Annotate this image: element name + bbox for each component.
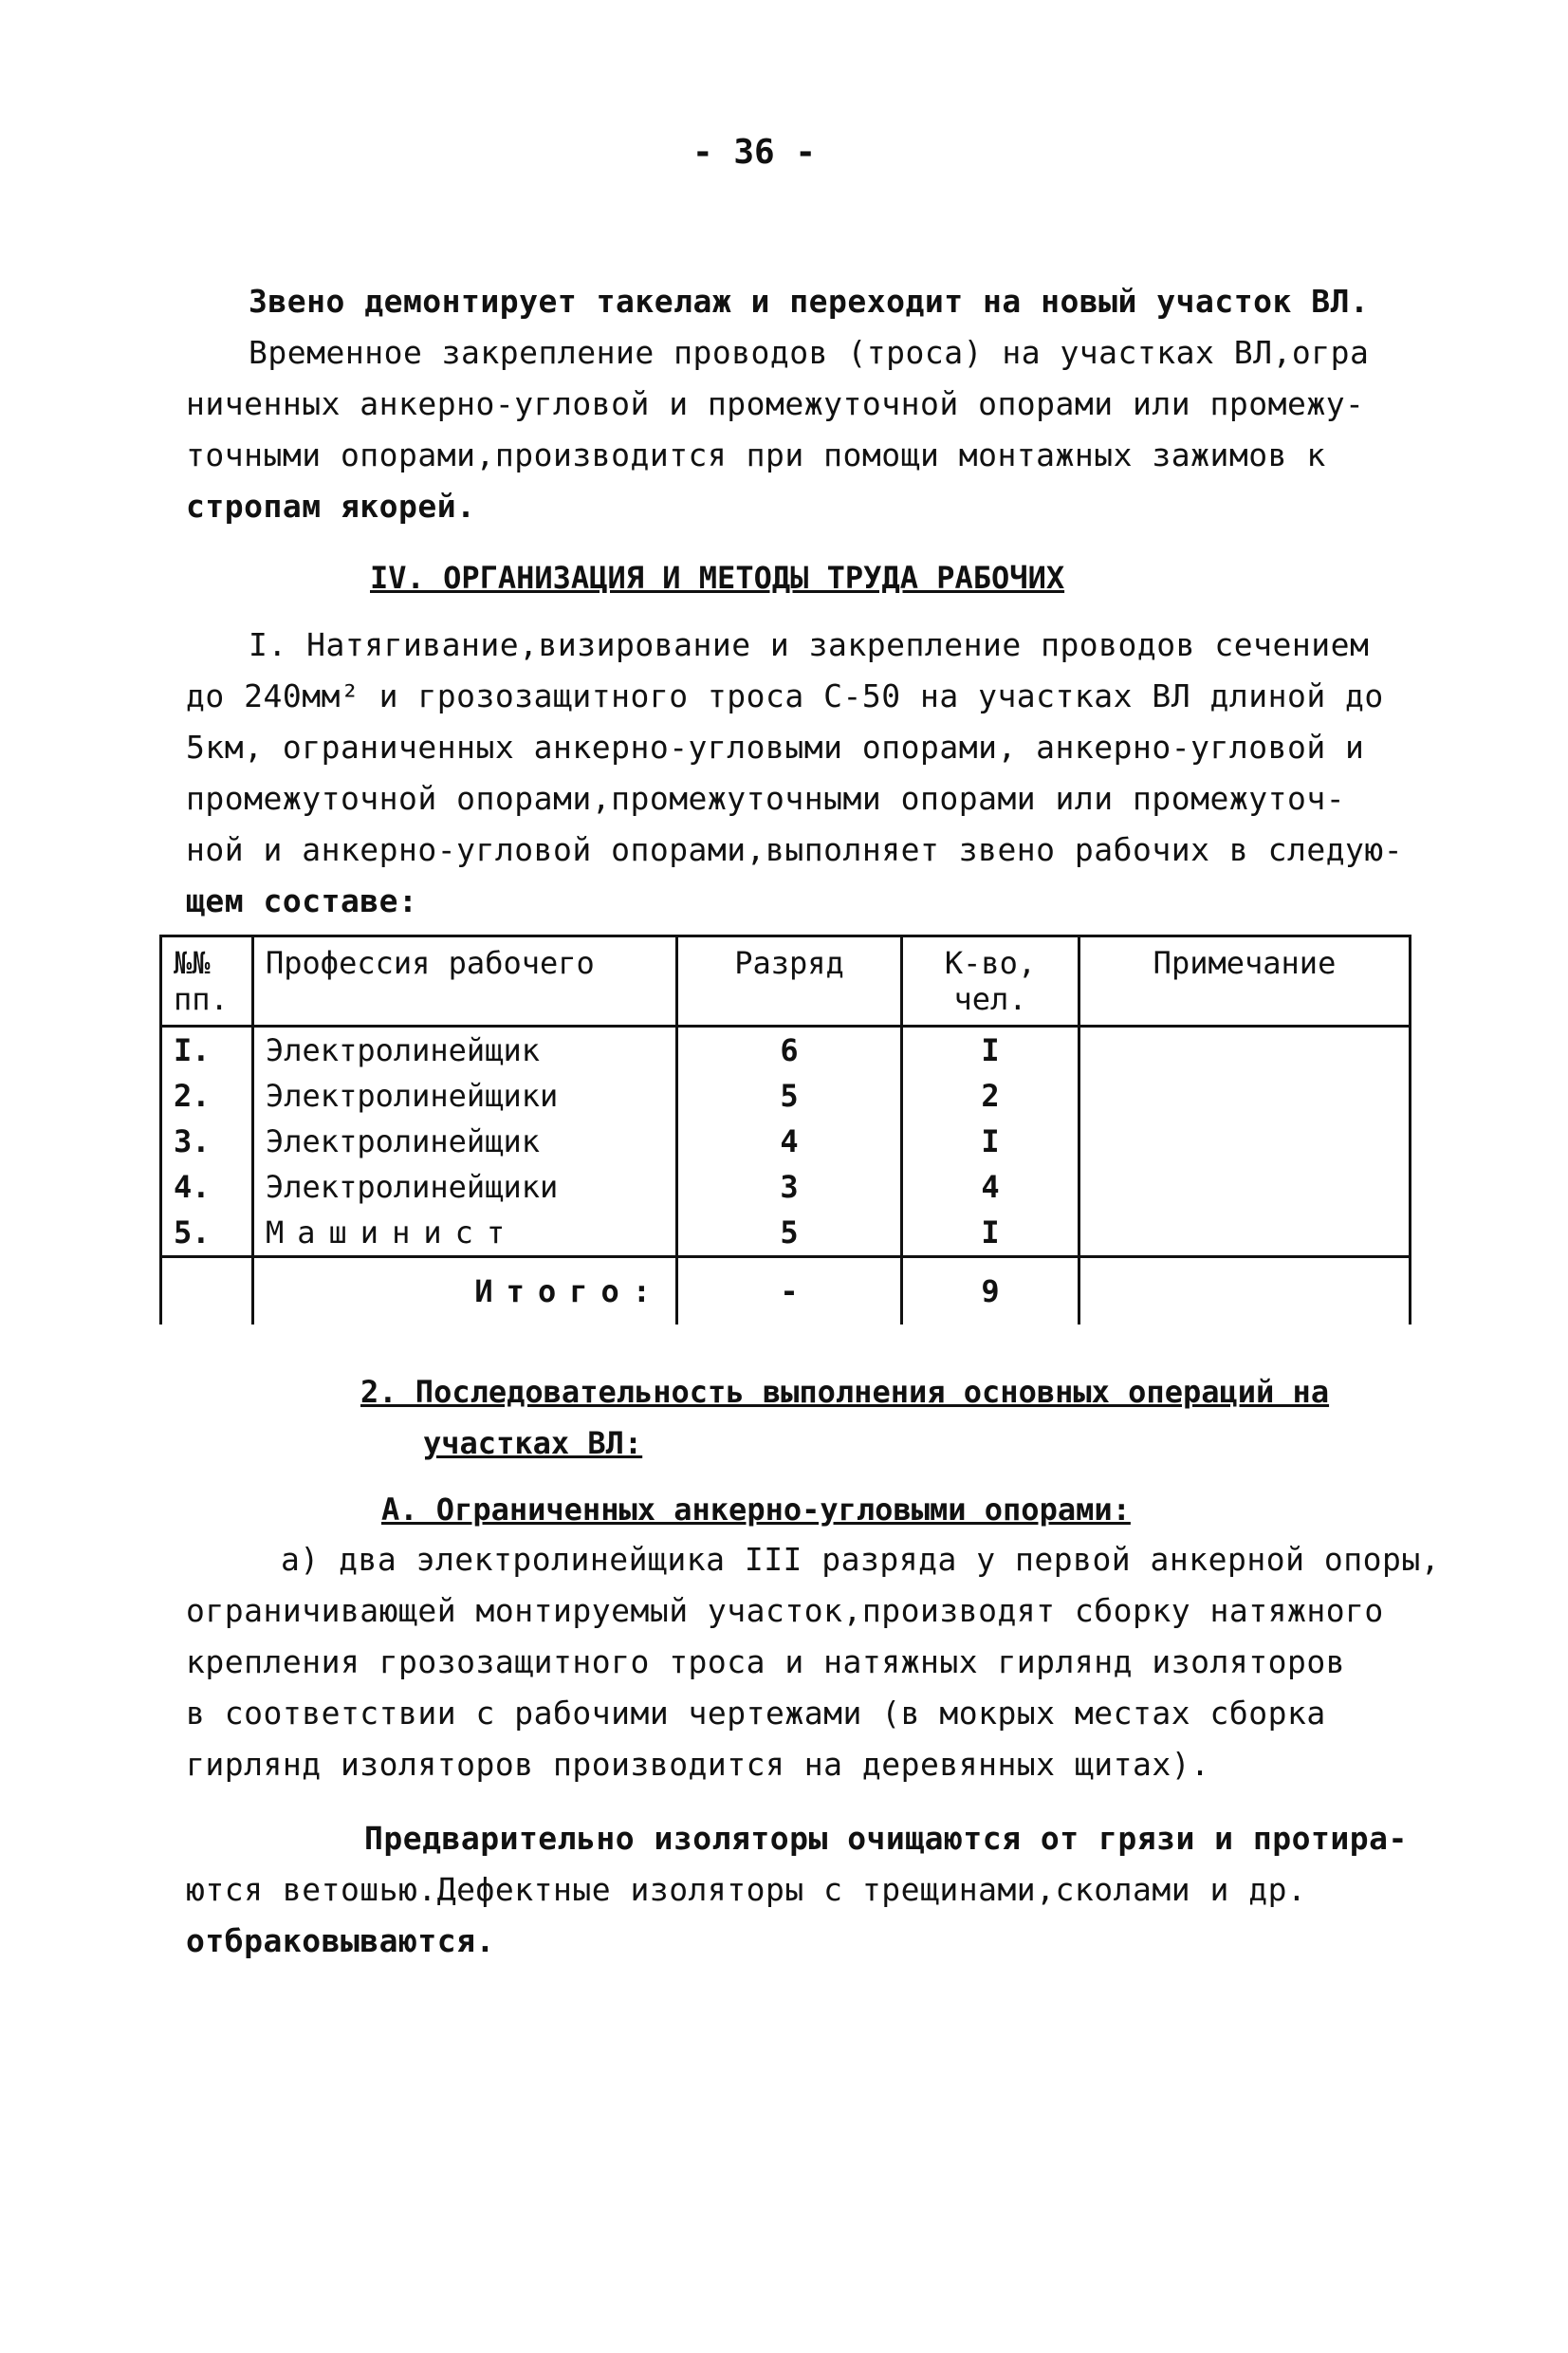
row-note bbox=[1079, 1119, 1411, 1164]
para-b-line-2: ются ветошью.Дефектные изоляторы с трещинами,сколами и др. bbox=[186, 1871, 1307, 1908]
para-a-line-1: а) два электролинейщика III разряда у первой анкерной опоры, bbox=[281, 1541, 1441, 1578]
row-grade: 3 bbox=[677, 1164, 902, 1210]
row-qty: I bbox=[902, 1027, 1079, 1074]
para-a-line-3: крепления грозозащитного троса и натяжных гирлянд изоляторов bbox=[186, 1643, 1346, 1680]
page-number: - 36 - bbox=[692, 133, 817, 172]
row-grade: 6 bbox=[677, 1027, 902, 1074]
para1-line-6: щем составе: bbox=[186, 882, 418, 919]
intro-line-5: стропам якорей. bbox=[186, 488, 476, 525]
table-row bbox=[161, 1210, 1411, 1257]
row-profession: Электролинейщик bbox=[253, 1119, 677, 1164]
intro-line-2: Временное закрепление проводов (троса) на участках ВЛ,огра bbox=[249, 334, 1370, 371]
intro-line-1: Звено демонтирует такелаж и переходит на новый участок ВЛ. bbox=[249, 283, 1370, 320]
para-a-line-4: в соответствии с рабочими чертежами (в мокрых местах сборка bbox=[186, 1695, 1326, 1732]
row-profession: Электролинейщики bbox=[253, 1073, 677, 1119]
para1-line-3: 5км, ограниченных анкерно-угловыми опорами, анкерно-угловой и bbox=[186, 729, 1365, 766]
row-qty: 2 bbox=[902, 1073, 1079, 1119]
row-qty: I bbox=[902, 1210, 1079, 1257]
header-grade: Разряд bbox=[677, 936, 902, 1027]
header-profession: Профессия рабочего bbox=[253, 936, 677, 1027]
header-qty: К-во, чел. bbox=[902, 936, 1079, 1027]
subheading-A: А. Ограниченных анкерно-угловыми опорами: bbox=[381, 1491, 1131, 1528]
para1-line-1: I. Натягивание,визирование и закрепление проводов сечением bbox=[249, 626, 1370, 663]
para-b-line-1: Предварительно изоляторы очищаются от грязи и протира- bbox=[364, 1820, 1408, 1857]
total-grade: - bbox=[677, 1257, 902, 1325]
row-profession: Электролинейщики bbox=[253, 1164, 677, 1210]
section-heading: IV. ОРГАНИЗАЦИЯ И МЕТОДЫ ТРУДА РАБОЧИХ bbox=[370, 560, 1065, 596]
row-profession: Электролинейщик bbox=[253, 1027, 677, 1074]
intro-line-4: точными опорами,производится при помощи монтажных зажимов к bbox=[186, 436, 1326, 473]
row-note bbox=[1079, 1210, 1411, 1257]
table-row bbox=[161, 1073, 1411, 1119]
subheading-2-line-2: участках ВЛ: bbox=[423, 1425, 643, 1461]
para1-line-4: промежуточной опорами,промежуточными опорами или промежуточ- bbox=[186, 780, 1346, 817]
row-note bbox=[1079, 1027, 1411, 1074]
row-num: 3. bbox=[161, 1119, 253, 1164]
para-a-line-2: ограничивающей монтируемый участок,производят сборку натяжного bbox=[186, 1592, 1384, 1629]
header-note: Примечание bbox=[1079, 936, 1411, 1027]
table-header-row bbox=[161, 936, 1411, 1027]
table-row bbox=[161, 1164, 1411, 1210]
row-grade: 5 bbox=[677, 1210, 902, 1257]
row-note bbox=[1079, 1073, 1411, 1119]
row-num: 5. bbox=[161, 1210, 253, 1257]
workers-table bbox=[159, 935, 1411, 1325]
total-qty: 9 bbox=[902, 1257, 1079, 1325]
row-grade: 4 bbox=[677, 1119, 902, 1164]
intro-line-3: ниченных анкерно-угловой и промежуточной опорами или промежу- bbox=[186, 385, 1365, 422]
para-b-line-3: отбраковываются. bbox=[186, 1922, 495, 1959]
total-empty-cell bbox=[161, 1257, 253, 1325]
para1-line-5: ной и анкерно-угловой опорами,выполняет звено рабочих в следую- bbox=[186, 831, 1404, 868]
row-grade: 5 bbox=[677, 1073, 902, 1119]
table-row bbox=[161, 1119, 1411, 1164]
table-row bbox=[161, 1027, 1411, 1074]
row-qty: I bbox=[902, 1119, 1079, 1164]
table-total-row bbox=[161, 1257, 1411, 1325]
header-num: №№ пп. bbox=[161, 936, 253, 1027]
total-note-cell bbox=[1079, 1257, 1411, 1325]
row-num: I. bbox=[161, 1027, 253, 1074]
total-label: Итого: bbox=[253, 1257, 677, 1325]
para-a-line-5: гирлянд изоляторов производится на деревянных щитах). bbox=[186, 1746, 1210, 1783]
row-profession: Машинист bbox=[253, 1210, 677, 1257]
row-qty: 4 bbox=[902, 1164, 1079, 1210]
row-num: 4. bbox=[161, 1164, 253, 1210]
para1-line-2: до 240мм² и грозозащитного троса С-50 на участках ВЛ длиной до bbox=[186, 677, 1384, 714]
row-note bbox=[1079, 1164, 1411, 1210]
subheading-2-line-1: 2. Последовательность выполнения основных операций на bbox=[360, 1374, 1330, 1410]
row-num: 2. bbox=[161, 1073, 253, 1119]
